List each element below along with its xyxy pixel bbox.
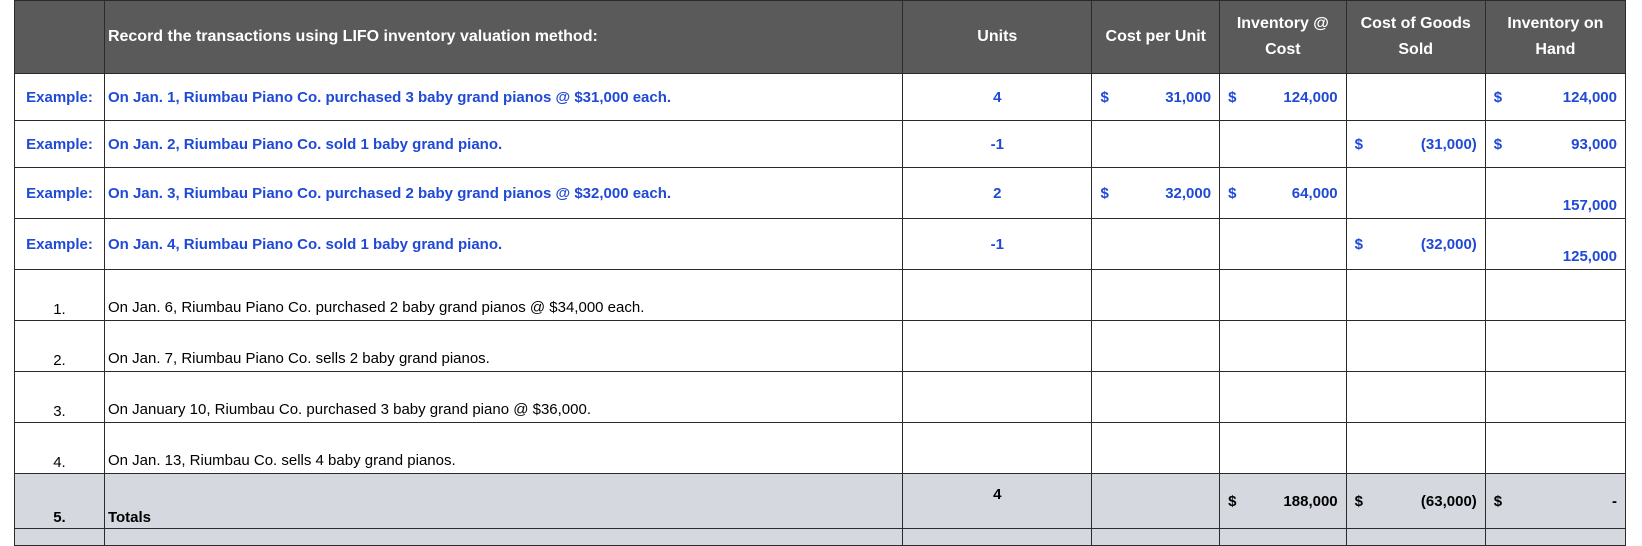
inventory-at-cost-cell[interactable]: [1220, 121, 1347, 168]
footer-cell: [1092, 529, 1220, 546]
inventory-on-hand-cell[interactable]: [1485, 219, 1625, 270]
amount: 124,000: [1562, 88, 1617, 106]
header-row: [15, 1, 1626, 74]
amount: 31,000: [1165, 88, 1212, 106]
inventory-at-cost-cell[interactable]: [1220, 74, 1347, 121]
inventory-at-cost-input-cell[interactable]: [1220, 423, 1347, 474]
inventory-at-cost-input-cell[interactable]: [1220, 270, 1347, 321]
cogs-cell[interactable]: [1346, 121, 1485, 168]
transaction-row: [15, 321, 1626, 372]
cost-per-unit-cell[interactable]: [1092, 121, 1220, 168]
inventory-on-hand-cell[interactable]: [1485, 74, 1625, 121]
example-label: Example:: [15, 74, 105, 121]
header-cost-per-unit: Cost per Unit: [1092, 1, 1220, 74]
inventory-at-cost-input-cell[interactable]: [1220, 321, 1347, 372]
currency-symbol: $: [1354, 135, 1363, 153]
currency-symbol: $: [1100, 184, 1109, 202]
lifo-table: [14, 0, 1626, 546]
example-row: [15, 121, 1626, 168]
amount: 32,000: [1165, 184, 1212, 202]
amount: (63,000): [1420, 492, 1477, 510]
currency-symbol: $: [1228, 184, 1237, 202]
footer-cell: [104, 529, 902, 546]
row-number: 1.: [15, 270, 105, 321]
cogs-input-cell[interactable]: [1346, 270, 1485, 321]
inventory-on-hand-cell[interactable]: [1485, 121, 1625, 168]
cost-per-unit-input-cell[interactable]: [1092, 372, 1220, 423]
units-cell[interactable]: 4: [903, 74, 1092, 121]
row-number: 4.: [15, 423, 105, 474]
transaction-description: On Jan. 6, Riumbau Piano Co. purchased 2 baby grand pianos @ $34,000 each.: [104, 270, 902, 321]
row-number: 5.: [15, 474, 105, 529]
header-inventory-on-hand: Inventory on Hand: [1485, 1, 1625, 74]
header-cogs: Cost of Goods Sold: [1346, 1, 1485, 74]
inventory-on-hand-input-cell[interactable]: [1485, 423, 1625, 474]
amount: 157,000: [1562, 197, 1617, 214]
units-input-cell[interactable]: [903, 321, 1092, 372]
inventory-on-hand-cell[interactable]: [1485, 168, 1625, 219]
totals-cost-per-unit-cell[interactable]: [1092, 474, 1220, 529]
example-row: [15, 219, 1626, 270]
footer-cell: [903, 529, 1092, 546]
units-input-cell[interactable]: [903, 423, 1092, 474]
row-number: 3.: [15, 372, 105, 423]
amount: (31,000): [1420, 135, 1477, 153]
currency-symbol: $: [1228, 88, 1237, 106]
header-description: Record the transactions using LIFO inventory valuation method:: [104, 1, 902, 74]
transaction-description: On Jan. 13, Riumbau Co. sells 4 baby grand pianos.: [104, 423, 902, 474]
amount: 93,000: [1571, 135, 1617, 153]
lifo-worksheet: [14, 0, 1626, 526]
units-cell[interactable]: 2: [903, 168, 1092, 219]
totals-footer-band: [15, 529, 1626, 546]
totals-units[interactable]: 4: [903, 474, 1092, 529]
totals-row: [15, 474, 1626, 529]
inventory-at-cost-input-cell[interactable]: [1220, 372, 1347, 423]
header-inventory-at-cost: Inventory @ Cost: [1220, 1, 1347, 74]
example-row: [15, 168, 1626, 219]
example-label: Example:: [15, 168, 105, 219]
cost-per-unit-input-cell[interactable]: [1092, 321, 1220, 372]
inventory-on-hand-input-cell[interactable]: [1485, 270, 1625, 321]
amount: -: [1612, 492, 1617, 510]
example-label: Example:: [15, 219, 105, 270]
amount: (32,000): [1420, 235, 1477, 253]
footer-cell: [1346, 529, 1485, 546]
footer-cell: [1220, 529, 1347, 546]
cogs-input-cell[interactable]: [1346, 372, 1485, 423]
cost-per-unit-input-cell[interactable]: [1092, 423, 1220, 474]
cogs-cell[interactable]: [1346, 74, 1485, 121]
transaction-description: On Jan. 1, Riumbau Piano Co. purchased 3 baby grand pianos @ $31,000 each.: [104, 74, 902, 121]
cost-per-unit-cell[interactable]: [1092, 168, 1220, 219]
inventory-at-cost-cell[interactable]: [1220, 219, 1347, 270]
inventory-on-hand-input-cell[interactable]: [1485, 372, 1625, 423]
transaction-description: On Jan. 2, Riumbau Piano Co. sold 1 baby grand piano.: [104, 121, 902, 168]
units-cell[interactable]: -1: [903, 219, 1092, 270]
header-units: Units: [903, 1, 1092, 74]
currency-symbol: $: [1493, 88, 1503, 106]
header-corner-cell: [15, 1, 105, 74]
amount: 188,000: [1283, 492, 1338, 510]
currency-symbol: $: [1354, 492, 1363, 510]
cost-per-unit-cell[interactable]: [1092, 219, 1220, 270]
amount: 125,000: [1562, 248, 1617, 265]
amount: 124,000: [1283, 88, 1338, 106]
cogs-input-cell[interactable]: [1346, 423, 1485, 474]
transaction-row: [15, 372, 1626, 423]
transaction-row: [15, 423, 1626, 474]
currency-symbol: $: [1100, 88, 1109, 106]
totals-inventory-at-cost[interactable]: [1220, 474, 1347, 529]
footer-cell: [1485, 529, 1625, 546]
row-number: 2.: [15, 321, 105, 372]
currency-symbol: $: [1354, 235, 1363, 253]
amount: 64,000: [1291, 184, 1338, 202]
transaction-description: On Jan. 7, Riumbau Piano Co. sells 2 baby grand pianos.: [104, 321, 902, 372]
transaction-description: On January 10, Riumbau Co. purchased 3 baby grand piano @ $36,000.: [104, 372, 902, 423]
totals-cogs[interactable]: [1346, 474, 1485, 529]
transaction-description: On Jan. 3, Riumbau Piano Co. purchased 2 baby grand pianos @ $32,000 each.: [104, 168, 902, 219]
example-row: [15, 74, 1626, 121]
units-cell[interactable]: -1: [903, 121, 1092, 168]
inventory-at-cost-cell[interactable]: [1220, 168, 1347, 219]
totals-label[interactable]: Totals: [104, 474, 902, 529]
transaction-description: On Jan. 4, Riumbau Piano Co. sold 1 baby grand piano.: [104, 219, 902, 270]
units-input-cell[interactable]: [903, 270, 1092, 321]
totals-inventory-on-hand[interactable]: [1485, 474, 1625, 529]
currency-symbol: $: [1493, 135, 1503, 153]
inventory-on-hand-input-cell[interactable]: [1485, 321, 1625, 372]
transaction-row: [15, 270, 1626, 321]
cogs-input-cell[interactable]: [1346, 321, 1485, 372]
currency-symbol: $: [1493, 492, 1503, 510]
footer-cell: [15, 529, 105, 546]
currency-symbol: $: [1228, 492, 1237, 510]
cogs-cell[interactable]: [1346, 168, 1485, 219]
cost-per-unit-cell[interactable]: [1092, 74, 1220, 121]
units-input-cell[interactable]: [903, 372, 1092, 423]
cogs-cell[interactable]: [1346, 219, 1485, 270]
example-label: Example:: [15, 121, 105, 168]
cost-per-unit-input-cell[interactable]: [1092, 270, 1220, 321]
